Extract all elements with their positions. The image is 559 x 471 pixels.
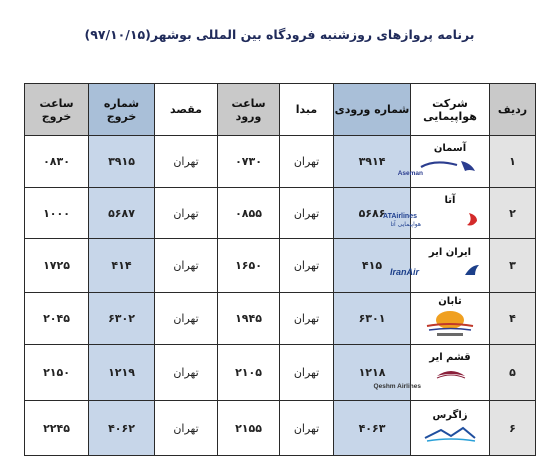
arrival-number-cell-text: ۶۳۰۱ bbox=[358, 312, 386, 325]
airline-name: تابان bbox=[438, 296, 462, 307]
departure-number-cell-text: ۴۱۴ bbox=[111, 259, 132, 272]
header-destination: مقصد bbox=[155, 84, 218, 136]
destination-cell-text: تهران bbox=[173, 155, 199, 168]
origin-cell-text: تهران bbox=[293, 421, 320, 435]
airline-cell bbox=[373, 345, 490, 401]
row-number-cell bbox=[490, 136, 536, 188]
arrival-number-cell-text: ۴۱۵ bbox=[361, 259, 383, 272]
svg-text:هواپیمایی آتا: هواپیمایی آتا bbox=[390, 220, 421, 228]
header-arrival-time: ساعت ورود bbox=[218, 84, 280, 136]
departure-number-cell bbox=[89, 401, 155, 456]
arrival-time-cell bbox=[218, 188, 280, 239]
arrival-time-cell-text: ۱۶۵۰ bbox=[235, 259, 262, 272]
arrival-time-cell bbox=[218, 345, 280, 401]
table-row bbox=[25, 345, 536, 401]
header-row bbox=[25, 84, 536, 136]
arrival-time-cell-text: ۱۹۴۵ bbox=[235, 312, 262, 325]
svg-text:Aseman: Aseman bbox=[397, 170, 423, 177]
svg-text:IranAir: IranAir bbox=[389, 267, 419, 277]
arrival-time-cell bbox=[218, 239, 280, 293]
destination-cell bbox=[155, 188, 218, 239]
airline-name: ایران ایر bbox=[428, 247, 472, 258]
row-number-cell-text: ۲ bbox=[509, 206, 516, 220]
row-number-cell-text: ۶ bbox=[509, 421, 516, 435]
header-arrival-number: شماره ورودی bbox=[334, 84, 411, 136]
departure-time-cell bbox=[25, 293, 89, 345]
table-row bbox=[25, 136, 536, 188]
airline-cell bbox=[383, 188, 490, 239]
departure-number-cell-text: ۵۶۸۷ bbox=[108, 206, 135, 220]
svg-text:ATAirlines: ATAirlines bbox=[383, 212, 417, 220]
destination-cell bbox=[155, 136, 218, 188]
qeshm-logo bbox=[373, 366, 483, 393]
departure-time-cell-text: ۱۷۲۵ bbox=[43, 259, 70, 272]
origin-cell-text: تهران bbox=[293, 312, 320, 325]
arrival-time-cell bbox=[218, 293, 280, 345]
table-row bbox=[25, 401, 536, 456]
airline-name: آسمان bbox=[433, 143, 467, 154]
table-row bbox=[25, 188, 536, 239]
destination-cell bbox=[155, 401, 218, 456]
arrival-number-cell-text: ۱۲۱۸ bbox=[358, 366, 386, 379]
header-airline: شرکت هواپیمایی bbox=[411, 84, 490, 136]
airline-cell bbox=[411, 401, 490, 456]
departure-time-cell-text: ۰۸۳۰ bbox=[43, 155, 70, 168]
svg-text:Qeshm Airlines: Qeshm Airlines bbox=[373, 383, 421, 390]
page-title: برنامه پروازهای روزشنبه فرودگاه بین المللی بوشهر(۹۷/۱۰/۱۵) bbox=[84, 27, 475, 42]
header-departure-number: شماره خروج bbox=[89, 84, 155, 136]
origin-cell bbox=[280, 136, 334, 188]
departure-number-cell bbox=[89, 136, 155, 188]
airline-name: آتا bbox=[444, 194, 456, 206]
arrival-number-cell bbox=[334, 136, 411, 188]
iranair-logo bbox=[389, 261, 483, 284]
row-number-cell-text: ۴ bbox=[509, 312, 516, 325]
arrival-time-cell-text: ۰۷۳۰ bbox=[235, 155, 262, 168]
origin-cell-text: تهران bbox=[293, 259, 320, 272]
zagros-logo bbox=[417, 424, 483, 447]
arrival-number-cell bbox=[334, 345, 411, 401]
row-number-cell bbox=[490, 293, 536, 345]
destination-cell-text: تهران bbox=[173, 366, 199, 379]
departure-time-cell bbox=[25, 239, 89, 293]
origin-cell bbox=[280, 401, 334, 456]
table-row bbox=[25, 293, 536, 345]
departure-number-cell bbox=[89, 293, 155, 345]
arrival-number-cell-text: ۵۶۸۶ bbox=[358, 206, 386, 220]
origin-cell-text: تهران bbox=[293, 366, 320, 379]
departure-time-cell bbox=[25, 345, 89, 401]
row-number-cell bbox=[490, 345, 536, 401]
departure-number-cell-text: ۳۹۱۵ bbox=[108, 155, 135, 168]
header-row-number: ردیف bbox=[490, 84, 536, 136]
departure-number-cell bbox=[89, 188, 155, 239]
departure-time-cell bbox=[25, 188, 89, 239]
row-number-cell bbox=[490, 239, 536, 293]
departure-number-cell-text: ۶۳۰۲ bbox=[108, 312, 135, 325]
departure-time-cell bbox=[25, 136, 89, 188]
origin-cell bbox=[280, 239, 334, 293]
ata-logo bbox=[383, 209, 483, 232]
origin-cell bbox=[280, 345, 334, 401]
departure-time-cell-text: ۲۰۴۵ bbox=[43, 312, 70, 325]
origin-cell bbox=[280, 188, 334, 239]
row-number-cell-text: ۵ bbox=[509, 366, 516, 379]
destination-cell-text: تهران bbox=[173, 206, 199, 220]
arrival-time-cell-text: ۲۱۰۵ bbox=[235, 366, 262, 379]
arrival-number-cell-text: ۳۹۱۴ bbox=[358, 155, 386, 168]
origin-cell bbox=[280, 293, 334, 345]
departure-number-cell bbox=[89, 239, 155, 293]
origin-cell-text: تهران bbox=[293, 206, 320, 220]
airline-name: زاگرس bbox=[432, 409, 468, 421]
departure-time-cell-text: ۲۲۴۵ bbox=[43, 421, 70, 435]
arrival-time-cell bbox=[218, 401, 280, 456]
departure-time-cell-text: ۲۱۵۰ bbox=[43, 366, 70, 379]
airline-cell bbox=[389, 239, 490, 293]
arrival-time-cell-text: ۲۱۵۵ bbox=[235, 421, 262, 435]
header-departure-time: ساعت خروج bbox=[25, 84, 89, 136]
destination-cell bbox=[155, 345, 218, 401]
arrival-time-cell-text: ۰۸۵۵ bbox=[235, 206, 262, 220]
row-number-cell bbox=[490, 188, 536, 239]
aseman-logo bbox=[397, 157, 483, 180]
header-origin: مبدا bbox=[280, 84, 334, 136]
departure-number-cell bbox=[89, 345, 155, 401]
origin-cell-text: تهران bbox=[293, 155, 320, 168]
arrival-time-cell bbox=[218, 136, 280, 188]
table-row bbox=[25, 239, 536, 293]
arrival-number-cell bbox=[334, 401, 411, 456]
departure-time-cell bbox=[25, 401, 89, 456]
row-number-cell-text: ۱ bbox=[509, 155, 516, 168]
taban-logo bbox=[417, 310, 483, 341]
destination-cell-text: تهران bbox=[173, 421, 199, 435]
destination-cell-text: تهران bbox=[173, 312, 199, 325]
destination-cell bbox=[155, 293, 218, 345]
row-number-cell bbox=[490, 401, 536, 456]
arrival-number-cell-text: ۴۰۶۳ bbox=[358, 421, 386, 435]
destination-cell-text: تهران bbox=[173, 259, 199, 272]
departure-number-cell-text: ۴۰۶۲ bbox=[108, 421, 135, 435]
row-number-cell-text: ۳ bbox=[509, 259, 516, 272]
airline-cell bbox=[411, 293, 490, 345]
flight-schedule-table bbox=[24, 83, 536, 456]
arrival-number-cell bbox=[334, 293, 411, 345]
arrival-number-cell bbox=[334, 239, 411, 293]
destination-cell bbox=[155, 239, 218, 293]
airline-cell bbox=[397, 136, 490, 188]
departure-time-cell-text: ۱۰۰۰ bbox=[43, 206, 70, 220]
departure-number-cell-text: ۱۲۱۹ bbox=[108, 366, 135, 379]
airline-name: قشم ایر bbox=[429, 352, 471, 363]
